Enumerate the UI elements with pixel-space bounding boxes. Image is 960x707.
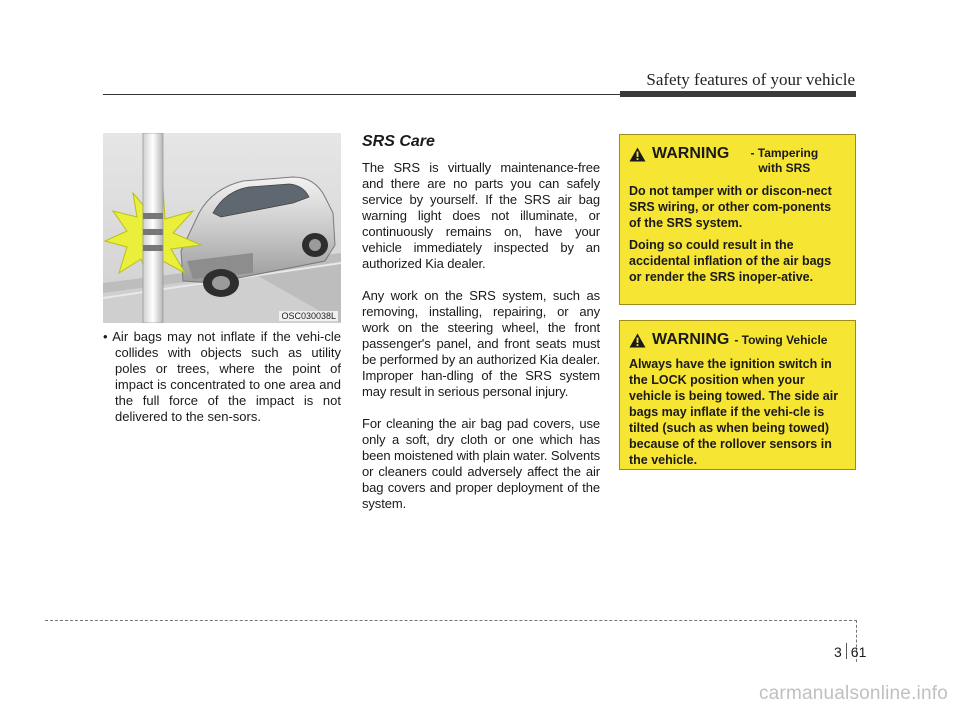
warning-subtitle: - Towing Vehicle [734,333,828,347]
warning-text: Do not tamper with or discon-nect SRS wiring, or other com-ponents of the SRS system. [629,184,832,230]
warning-text: Always have the ignition switch in the LOCK position when your vehicle is being towed. The side air bags may inflate if the vehi-cle is tilted (such as when being towed) because of the rollover sensors in the vehicle. [629,357,839,467]
footer-rule [45,620,857,621]
crash-illustration [103,133,341,323]
warning-subtitle-line1: - Tampering [750,146,819,160]
watermark: carmanualsonline.info [758,683,948,704]
warning-subtitle [734,146,834,176]
header-rule-accent [620,91,856,97]
warning-subtitle-line2: with SRS [758,161,811,175]
warning-triangle-icon [629,147,646,162]
paragraph: Any work on the SRS system, such as removing, installing, repairing, or any work on the steering wheel, the front passenger's panel, and front seats must be performed by an authorized Kia dealer. Improper han-dling of the SRS system may result in serious personal injury. [362,288,600,399]
page-number-separator [846,643,847,659]
warning-label: WARNING [652,145,730,162]
srs-care-section [362,133,600,528]
figure-code-label: OSC030038L [281,311,336,321]
warning-box-towing [619,320,856,470]
warning-label: WARNING [652,331,730,348]
warning-box-tampering [619,134,856,305]
car-pole-collision-illustration [103,133,341,323]
warning-header [629,331,846,349]
warning-header [629,145,846,176]
warning-triangle-icon [629,333,646,348]
warning-text: Doing so could result in the accidental inflation of the air bags or render the SRS inoper-ative. [629,238,832,284]
section-title: SRS Care [362,133,435,150]
paragraph: For cleaning the air bag pad covers, use only a soft, dry cloth or one which has been moistened with plain water. Solvents or cleaners could adversely affect the air bag covers and proper deployment of the system. [362,416,600,511]
section-header-title: Safety features of your vehicle [646,70,855,89]
paragraph: The SRS is virtually maintenance-free and there are no parts you can safely service by yourself. If the SRS air bag warning light does not illuminate, or continuously remains on, have your vehicle immediately inspected by an authorized Kia dealer. [362,160,600,271]
chapter-number: 3 [834,644,842,660]
bullet-note: • Air bags may not inflate if the vehi-cle collides with objects such as utility poles or trees, where the point of impact is concentrated to one area and the full force of the impact is not delivered to the sen-sors. [103,329,341,424]
page-number-value: 61 [850,644,867,660]
page-number [834,643,866,660]
